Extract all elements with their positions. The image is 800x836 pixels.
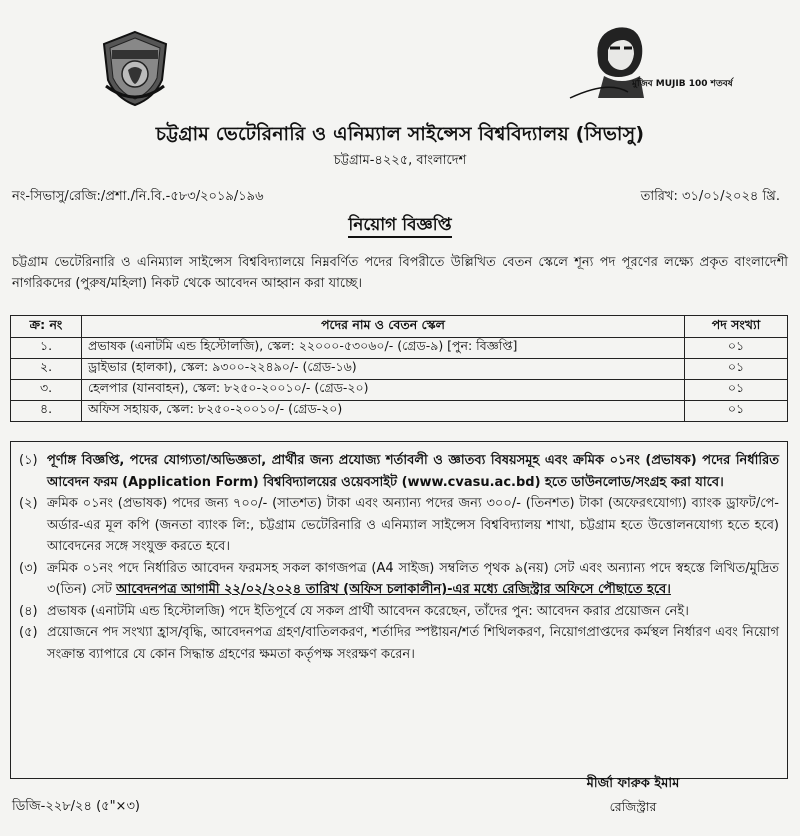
- row-serial: ২.: [11, 359, 82, 380]
- posts-table: [10, 315, 788, 422]
- university-crest-icon: [98, 28, 172, 108]
- mujib-logo-text: মুজিব MUJIB 100 শতবর্ষ: [632, 79, 733, 89]
- condition-deadline: আবেদনপত্র আগামী ২২/০২/২০২৪ তারিখ (অফিস চলাকালীন)-এর মধ্যে রেজিস্ট্রার অফিসে পৌছাতে হবে।: [116, 582, 671, 597]
- table-row: [11, 380, 788, 401]
- condition-item: [19, 493, 779, 558]
- condition-item: [19, 558, 779, 601]
- condition-text: প্রভাষক (এনাটমি এন্ড হিস্টোলজি) পদে ইতিপূর্বে যে সকল প্রার্থী আবেদন করেছেন, তাঁদের পুন: আবেদন করার প্রয়োজন নেই।: [47, 603, 689, 619]
- memo-code: ডিজি-২২৮/২৪ (৫"×৩): [12, 799, 140, 814]
- row-post-name: হেলপার (যানবাহন), স্কেল: ৮২৫০-২০০১০/- (গ্রেড-২০): [82, 380, 685, 401]
- table-header-row: [11, 316, 788, 338]
- notice-date: তারিখ: ৩১/০১/২০২৪ খ্রি.: [640, 189, 780, 204]
- condition-number: (৩): [19, 560, 38, 576]
- row-serial: ৪.: [11, 401, 82, 422]
- condition-text: ক্রমিক ০১নং পদে নির্ধারিত আবেদন ফরমসহ সকল কাগজপত্র (A4 সাইজ) সম্বলিত পৃথক ৯(নয়) সেট এবং অন্যান্য পদে স্বহস্তে লিখিত/মুদ্রিত ৩(তিন) সেট: [47, 560, 779, 597]
- row-post-count: ০১: [685, 338, 788, 359]
- header-post-count: পদ সংখ্যা: [685, 316, 788, 338]
- table-row: [11, 359, 788, 380]
- header-serial: ক্র: নং: [11, 316, 82, 338]
- condition-item: [19, 450, 779, 493]
- row-serial: ১.: [11, 338, 82, 359]
- signer-name: মীর্জা ফারুক ইমাম: [586, 776, 680, 791]
- notice-title: [0, 212, 800, 240]
- row-post-name: ড্রাইভার (হালকা), স্কেল: ৯৩০০-২২৪৯০/- (গ্রেড-১৬): [82, 359, 685, 380]
- condition-text: ক্রমিক ০১নং (প্রভাষক) পদের জন্য ৭০০/- (সাতশত) টাকা এবং অন্যান্য পদের জন্য ৩০০/- (তিনশত) টাকা (অফেরৎযোগ্য) ব্যাংক ড্রাফট/পে-অর্ডার-এর মূল কপি (জনতা ব্যাংক লি:, চট্টগ্রাম ভেটেরিনারি ও এনিম্যাল সাইন্সেস বিশ্ববিদ্যালয় শাখা, চট্টগ্রাম হতে উত্তোলনযোগ্য হতে হবে) আবেদনের সঙ্গে সংযুক্ত করতে হবে।: [47, 496, 779, 554]
- row-serial: ৩.: [11, 380, 82, 401]
- signature-block: [558, 774, 708, 819]
- row-post-count: ০১: [685, 380, 788, 401]
- table-row: [11, 338, 788, 359]
- condition-number: (৪): [19, 603, 38, 619]
- condition-text: প্রয়োজনে পদ সংখ্যা হ্রাস/বৃদ্ধি, আবেদনপত্র গ্রহণ/বাতিলকরণ, শর্তাদির স্পষ্টায়ন/শর্ত শিথিলকরণ, নিয়োগপ্রাপ্তদের কর্মস্থল নির্ধারণ এবং নিয়োগ সংক্রান্ত ব্যাপারে যে কোন সিদ্ধান্ত গ্রহণের ক্ষমতা কর্তৃপক্ষ সংরক্ষণ করেন।: [47, 625, 779, 662]
- university-name: চট্টগ্রাম ভেটেরিনারি ও এনিম্যাল সাইন্সেস বিশ্ববিদ্যালয় (সিভাসু): [155, 123, 645, 145]
- mujib-100-logo-icon: [568, 20, 733, 106]
- row-post-count: ০১: [685, 359, 788, 380]
- reference-number: নং-সিভাসু/রেজি:/প্রশা./নি.বি.-৫৮৩/২০১৯/১৯৬: [12, 189, 264, 204]
- condition-number: (৫): [19, 625, 38, 640]
- signer-designation: রেজিস্ট্রার: [609, 799, 657, 814]
- conditions-box: [10, 441, 788, 779]
- condition-number: (১): [19, 453, 38, 468]
- condition-number: (২): [19, 496, 38, 511]
- university-address: চট্টগ্রাম-৪২২৫, বাংলাদেশ: [333, 153, 467, 168]
- condition-item: [19, 601, 779, 623]
- notice-intro: চট্টগ্রাম ভেটেরিনারি ও এনিম্যাল সাইন্সেস বিশ্ববিদ্যালয়ে নিম্নবর্ণিত পদের বিপরীতে উল্লিখিত বেতন স্কেলে শূন্য পদ পূরণের লক্ষ্যে প্রকৃত বাংলাদেশী নাগরিকদের (পুরুষ/মহিলা) নিকট থেকে আবেদন আহ্বান করা যাচ্ছে।: [12, 255, 788, 291]
- row-post-name: প্রভাষক (এনাটমি এন্ড হিস্টোলজি), স্কেল: ২২০০০-৫৩০৬০/- (গ্রেড-৯) [পুন: বিজ্ঞপ্তি]: [82, 338, 685, 359]
- header-post-name: পদের নাম ও বেতন স্কেল: [82, 316, 685, 338]
- condition-text-wrap: [47, 558, 779, 601]
- condition-item: [19, 622, 779, 665]
- row-post-count: ০১: [685, 401, 788, 422]
- condition-text: পূর্ণাঙ্গ বিজ্ঞপ্তি, পদের যোগ্যতা/অভিজ্ঞতা, প্রার্থীর জন্য প্রযোজ্য শর্তাবলী ও জ্ঞাতব্য বিষয়সমূহ এবং ক্রমিক ০১নং (প্রভাষক) পদের নির্ধারিত আবেদন ফরম (Application Form) বিশ্ববিদ্যালয়ের ওয়েবসাইট (www.cvasu.ac.bd) হতে ডাউনলোড/সংগ্রহ করা যাবে।: [47, 453, 779, 490]
- table-row: [11, 401, 788, 422]
- row-post-name: অফিস সহায়ক, স্কেল: ৮২৫০-২০০১০/- (গ্রেড-২০): [82, 401, 685, 422]
- notice-title-text: নিয়োগ বিজ্ঞপ্তি: [348, 215, 451, 238]
